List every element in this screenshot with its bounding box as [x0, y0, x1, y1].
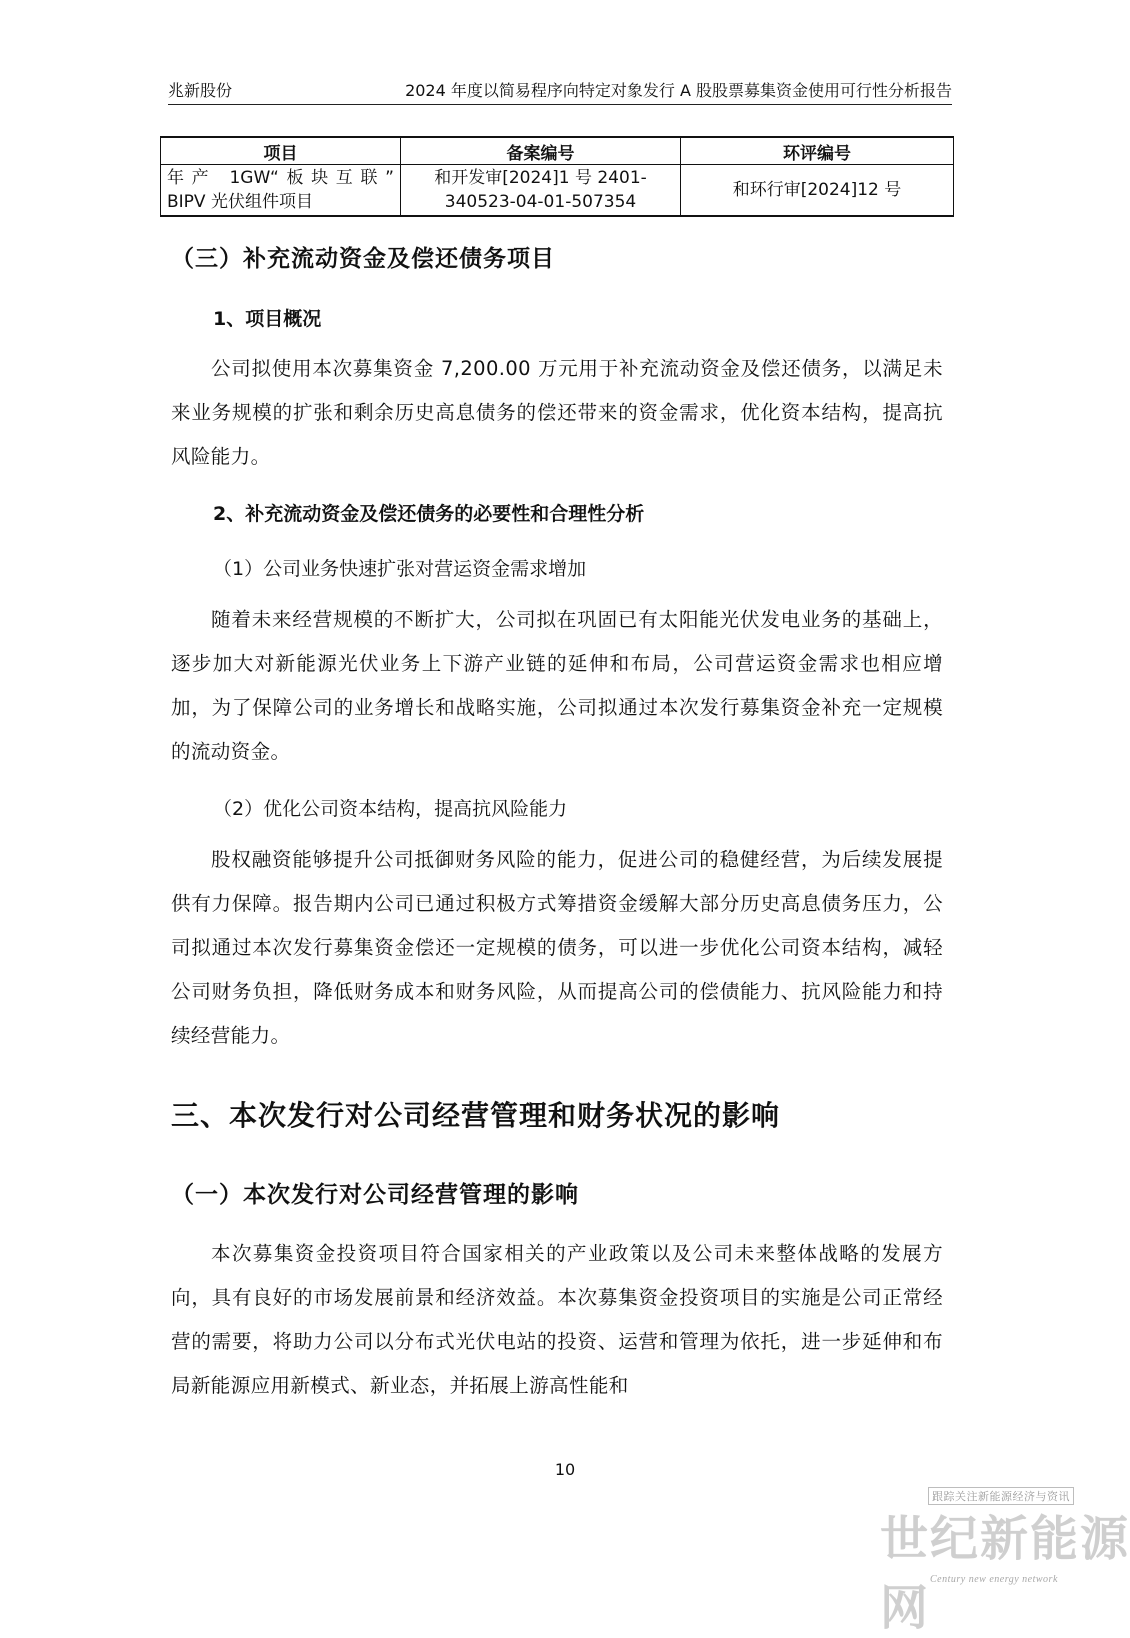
- part3-sub1-heading: （一）本次发行对公司经营管理的影响: [171, 1182, 579, 1208]
- item1-paragraph: 随着未来经营规模的不断扩大，公司拟在巩固已有太阳能光伏发电业务的基础上，逐步加大对新能源光伏业务上下游产业链的延伸和布局，公司营运资金需求也相应增加，为了保障公司的业务增长和战略实施，公司拟通过本次发行募集资金补充一定规模的流动资金。: [171, 608, 943, 763]
- table-header-eia: 环评编号: [681, 137, 954, 165]
- section3-sub1-heading: 1、项目概况: [213, 308, 322, 330]
- cell-filing: [401, 165, 681, 217]
- section3-heading: （三）补充流动资金及偿还债务项目: [171, 246, 555, 272]
- cell-filing-line2: 340523-04-01-507354: [444, 192, 637, 212]
- cell-project-line1: 年产 1GW“板块互联”: [167, 168, 394, 188]
- table-header-filing: 备案编号: [401, 137, 681, 165]
- watermark-english: Century new energy network: [930, 1574, 1058, 1585]
- watermark-tagline: 跟踪关注新能源经济与资讯: [928, 1487, 1074, 1505]
- cell-filing-line1: 和开发审[2024]1 号 2401-: [434, 168, 647, 188]
- item2-heading: （2）优化公司资本结构，提高抗风险能力: [213, 798, 568, 820]
- part3-heading: 三、本次发行对公司经营管理和财务状况的影响: [171, 1099, 781, 1132]
- item1-heading: （1）公司业务快速扩张对营运资金需求增加: [213, 558, 587, 580]
- filing-table: [160, 136, 954, 217]
- part3-sub1-paragraph: 本次募集资金投资项目符合国家相关的产业政策以及公司未来整体战略的发展方向，具有良好的市场发展前景和经济效益。本次募集资金投资项目的实施是公司正常经营的需要，将助力公司以分布式光伏电站的投资、运营和管理为依托，进一步延伸和布局新能源应用新模式、新业态，并拓展上游高性能和: [171, 1242, 943, 1397]
- table-row: [161, 165, 954, 217]
- header-title: 2024 年度以简易程序向特定对象发行 A 股股票募集资金使用可行性分析报告: [405, 81, 952, 100]
- section3-sub1-paragraph: 公司拟使用本次募集资金 7,200.00 万元用于补充流动资金及偿还债务，以满足未来业务规模的扩张和剩余历史高息债务的偿还带来的资金需求，优化资本结构，提高抗风险能力。: [171, 357, 943, 468]
- item2-paragraph: 股权融资能够提升公司抵御财务风险的能力，促进公司的稳健经营，为后续发展提供有力保障。报告期内公司已通过积极方式筹措资金缓解大部分历史高息债务压力，公司拟通过本次发行募集资金偿还一定规模的债务，可以进一步优化公司资本结构，减轻公司财务负担，降低财务成本和财务风险，从而提高公司的偿债能力、抗风险能力和持续经营能力。: [171, 848, 943, 1047]
- page-header: [168, 76, 952, 105]
- cell-project: [161, 165, 401, 217]
- page-number: 10: [554, 1460, 576, 1479]
- table-header-row: [161, 137, 954, 165]
- section3-sub2-heading: 2、补充流动资金及偿还债务的必要性和合理性分析: [213, 503, 645, 525]
- cell-eia: 和环行审[2024]12 号: [681, 165, 954, 217]
- watermark-logo-text: 世纪新能源网: [880, 1511, 1130, 1636]
- cell-project-line2: BIPV 光伏组件项目: [167, 192, 313, 212]
- header-company: 兆新股份: [168, 81, 233, 100]
- table-header-project: 项目: [161, 137, 401, 165]
